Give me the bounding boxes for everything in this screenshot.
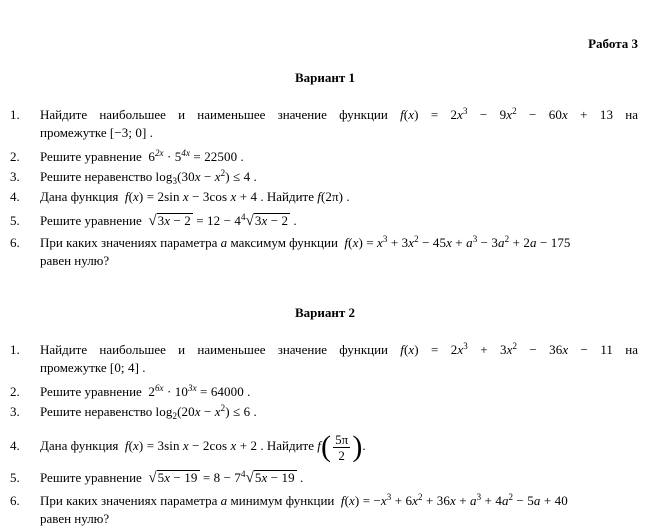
task-formula: $f(x) = -x^3 + 6x^2 + 36x + a^3 + 4a^2 - 5a + 40$ (340, 492, 568, 508)
variant-1-title: Вариант 1 (294, 70, 356, 85)
task-text: При каких значениях параметра (40, 493, 218, 508)
work-title: Работа 3 (588, 36, 638, 51)
v2-task-4: 4. Дана функция f(x) = 3sin x − 2cos x + 2 . Найдите f( $\frac{5\pi}{2}$ ). (10, 430, 366, 464)
task-1-line-2: промежутке [−3; 0] . (40, 125, 153, 140)
task-text: Решите уравнение (40, 384, 142, 399)
task-text-find: Найдите (266, 189, 314, 204)
v1-task-1 (10, 106, 638, 142)
task-formula-2: f(2π) (317, 189, 344, 204)
task-formula: $f(x) = 2x^3 - 9x^2 - 60x + 13$ (400, 106, 614, 122)
v1-task-5: 5. Решите уравнение $√3x - 2 = 12 - 4^4√3x - 2$ . (10, 212, 297, 229)
v2-task-3: 3. Решите неравенство $\log_2(20x - x^2) \le 6$ . (10, 403, 257, 421)
task-text: Найдите наибольшее и наименьшее значение функции (40, 342, 389, 357)
v1-task-2: 2. Решите уравнение $6^{2x} \cdot 5^{4x} = 22500$ . (10, 148, 244, 164)
task-number: 1. (10, 107, 20, 122)
task-formula: $\log_3(30x - x^2) \le 4$ (155, 168, 251, 186)
task-text: Решите уравнение (40, 213, 142, 228)
task-text: Дана функция (40, 189, 119, 204)
task-1-line-2: промежутке [0; 4] . (40, 360, 146, 375)
task-formula: $√5x - 19 = 8 - 7^4√5x - 19$ (148, 469, 295, 486)
task-text: Найдите наибольшее и наименьшее значение функции (40, 107, 388, 122)
task-param: a (220, 493, 228, 508)
task-text: Решите уравнение (40, 470, 142, 485)
task-number: 4. (10, 189, 20, 204)
task-number: 3. (10, 169, 20, 184)
task-text: Решите уравнение (40, 149, 142, 164)
task-text: Решите неравенство (40, 404, 153, 419)
v1-task-6 (10, 234, 638, 270)
task-formula: $6^{2x} \cdot 5^{4x} = 22500$ (148, 148, 238, 164)
task-number: 1. (10, 342, 20, 357)
task-text-on: на (625, 342, 639, 357)
task-text: При каких значениях параметра (40, 235, 218, 250)
task-number: 3. (10, 404, 20, 419)
v1-task-4: 4. Дана функция f(x) = 2sin x − 3cos x + 4 . Найдите f(2π) . (10, 189, 350, 204)
task-text-2: максимум функции (230, 235, 338, 250)
task-formula: f(x) = 3sin x − 2cos x + 2 (124, 438, 258, 453)
task-number: 6. (10, 493, 20, 508)
task-formula-2: f( $\frac{5\pi}{2}$ ) (317, 430, 363, 464)
v1-task-3: 3. Решите неравенство $\log_3(30x - x^2) \le 4$ . (10, 168, 257, 186)
task-text-on: на (625, 107, 639, 122)
task-formula: $f(x) = x^3 + 3x^2 - 45x + a^3 - 3a^2 + 2a - 175$ (344, 234, 571, 250)
v2-task-6 (10, 492, 638, 528)
task-formula: f(x) = 2sin x − 3cos x + 4 (124, 189, 258, 204)
task-text-3: равен нулю? (40, 253, 110, 268)
v2-task-5: 5. Решите уравнение $√5x - 19 = 8 - 7^4√5x - 19$ . (10, 469, 304, 486)
v2-task-1 (10, 341, 638, 377)
task-text-2: минимум функции (230, 493, 335, 508)
task-number: 5. (10, 470, 20, 485)
v2-task-2: 2. Решите уравнение $2^{6x} \cdot 10^{3x} = 64000$ . (10, 383, 251, 399)
task-number: 2. (10, 149, 20, 164)
task-param: a (220, 235, 228, 250)
task-number: 4. (10, 438, 20, 453)
task-formula: $√3x - 2 = 12 - 4^4√3x - 2$ (148, 212, 289, 229)
task-formula: $\log_2(20x - x^2) \le 6$ (155, 403, 251, 421)
task-text: Решите неравенство (40, 169, 153, 184)
task-text-find: Найдите (266, 438, 314, 453)
task-number: 5. (10, 213, 20, 228)
task-formula: $2^{6x} \cdot 10^{3x} = 64000$ (148, 383, 244, 399)
task-1-line-1 (40, 341, 638, 359)
task-1-line-1 (40, 106, 638, 124)
task-text: Дана функция (40, 438, 119, 453)
task-text-3: равен нулю? (40, 511, 110, 526)
task-number: 2. (10, 384, 20, 399)
task-formula: $f(x) = 2x^3 + 3x^2 - 36x - 11$ (400, 341, 614, 357)
task-number: 6. (10, 235, 20, 250)
variant-2-title: Вариант 2 (294, 305, 356, 320)
